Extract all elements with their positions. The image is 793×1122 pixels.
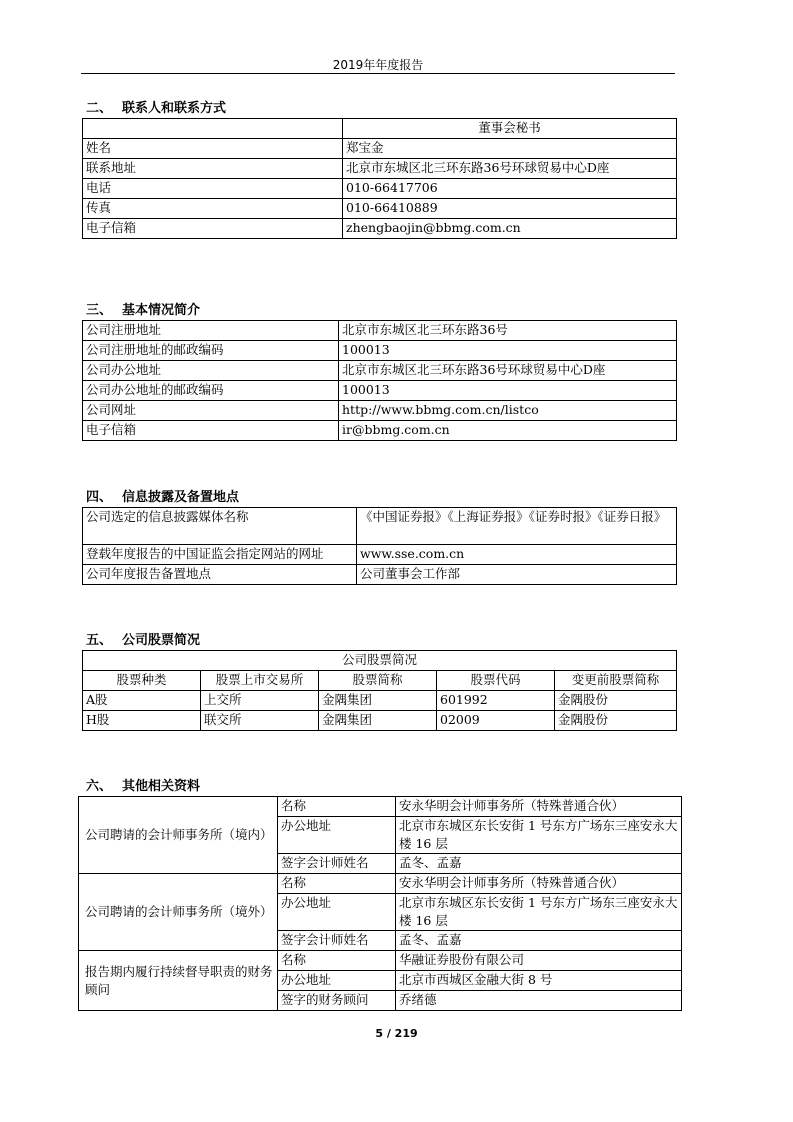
item-key: 办公地址 (278, 971, 396, 991)
table-row (83, 321, 677, 341)
table-row (83, 401, 677, 421)
table-row (83, 508, 677, 545)
section-number: 二、 (86, 101, 113, 116)
table-row (83, 159, 677, 179)
table-row (79, 951, 682, 971)
item-key: 名称 (278, 951, 396, 971)
stock-table (82, 650, 677, 731)
item-value: 北京市西城区金融大街 8 号 (396, 971, 682, 991)
table-cell (83, 119, 343, 139)
row-value: 北京市东城区北三环东路36号 (339, 321, 677, 341)
row-value: http://www.bbmg.com.cn/listco (339, 401, 677, 421)
row-value: 北京市东城区北三环东路36号环球贸易中心D座 (339, 361, 677, 381)
column-header: 股票简称 (319, 671, 437, 691)
item-key: 办公地址 (278, 817, 396, 854)
section-title: 联系人和联系方式 (122, 101, 227, 116)
item-key: 办公地址 (278, 894, 396, 931)
row-value: www.sse.com.cn (357, 545, 677, 565)
row-value: 100013 (339, 381, 677, 401)
table-row (83, 219, 677, 239)
page-number: 5 / 219 (375, 1027, 418, 1040)
table-row (83, 711, 677, 731)
table-row (79, 797, 682, 817)
table-row (83, 361, 677, 381)
table-cell: 金隅股份 (555, 711, 677, 731)
page-header: 2019年年度报告 (332, 58, 424, 72)
row-value: ir@bbmg.com.cn (339, 421, 677, 441)
table-row (83, 565, 677, 585)
group-label: 公司聘请的会计师事务所（境外） (79, 874, 278, 951)
item-value: 北京市东城区东长安街 1 号东方广场东三座安永大楼 16 层 (396, 894, 682, 931)
table-cell: 金隅集团 (319, 691, 437, 711)
section-heading-contacts (86, 97, 226, 116)
disclosure-table (82, 507, 677, 585)
column-header: 变更前股票简称 (555, 671, 677, 691)
contacts-table (82, 118, 677, 239)
row-label: 公司选定的信息披露媒体名称 (83, 508, 357, 545)
table-row (83, 545, 677, 565)
other-info-table (78, 796, 682, 1011)
item-value: 乔绪德 (396, 991, 682, 1011)
group-label: 报告期内履行持续督导职责的财务顾问 (79, 951, 278, 1011)
table-row (83, 691, 677, 711)
section-title: 公司股票简况 (122, 633, 201, 648)
section-heading-stock (86, 629, 200, 648)
table-cell: 上交所 (201, 691, 319, 711)
table-row (83, 179, 677, 199)
row-label: 电子信箱 (83, 421, 339, 441)
row-label: 公司年度报告备置地点 (83, 565, 357, 585)
table-row (83, 421, 677, 441)
table-cell: 金隅股份 (555, 691, 677, 711)
table-row (83, 341, 677, 361)
stock-table-title: 公司股票简况 (83, 651, 677, 671)
section-number: 三、 (86, 303, 113, 318)
table-row (79, 874, 682, 894)
table-row (83, 139, 677, 159)
row-label: 传真 (83, 199, 343, 219)
table-row (83, 381, 677, 401)
item-value: 安永华明会计师事务所（特殊普通合伙） (396, 874, 682, 894)
item-value: 北京市东城区东长安街 1 号东方广场东三座安永大楼 16 层 (396, 817, 682, 854)
table-row (83, 651, 677, 671)
section-title: 信息披露及备置地点 (122, 490, 240, 505)
section-title: 其他相关资料 (122, 779, 201, 794)
table-cell: H股 (83, 711, 201, 731)
table-row (83, 119, 677, 139)
item-key: 签字会计师姓名 (278, 931, 396, 951)
row-label: 电话 (83, 179, 343, 199)
header-divider (81, 73, 675, 74)
item-value: 安永华明会计师事务所（特殊普通合伙） (396, 797, 682, 817)
row-label: 公司注册地址 (83, 321, 339, 341)
table-cell: A股 (83, 691, 201, 711)
section-heading-disclosure (86, 486, 239, 505)
row-label: 公司注册地址的邮政编码 (83, 341, 339, 361)
item-value: 孟冬、孟嘉 (396, 854, 682, 874)
row-value: 北京市东城区北三环东路36号环球贸易中心D座 (343, 159, 677, 179)
item-value: 孟冬、孟嘉 (396, 931, 682, 951)
row-value: 郑宝金 (343, 139, 677, 159)
row-label: 公司办公地址的邮政编码 (83, 381, 339, 401)
table-row (83, 199, 677, 219)
row-value: 010-66417706 (343, 179, 677, 199)
table-cell: 联交所 (201, 711, 319, 731)
section-number: 四、 (86, 490, 113, 505)
row-value: 公司董事会工作部 (357, 565, 677, 585)
table-header-cell: 董事会秘书 (343, 119, 677, 139)
table-cell: 601992 (437, 691, 555, 711)
item-value: 华融证券股份有限公司 (396, 951, 682, 971)
row-label: 登载年度报告的中国证监会指定网站的网址 (83, 545, 357, 565)
item-key: 签字会计师姓名 (278, 854, 396, 874)
group-label: 公司聘请的会计师事务所（境内） (79, 797, 278, 874)
table-cell: 02009 (437, 711, 555, 731)
section-title: 基本情况简介 (122, 303, 201, 318)
item-key: 名称 (278, 874, 396, 894)
item-key: 名称 (278, 797, 396, 817)
table-header-row (83, 671, 677, 691)
row-label: 联系地址 (83, 159, 343, 179)
section-heading-other-info (86, 775, 200, 794)
item-key: 签字的财务顾问 (278, 991, 396, 1011)
section-number: 五、 (86, 633, 113, 648)
section-number: 六、 (86, 779, 113, 794)
row-label: 姓名 (83, 139, 343, 159)
row-value: zhengbaojin@bbmg.com.cn (343, 219, 677, 239)
row-label: 公司办公地址 (83, 361, 339, 381)
basic-info-table (82, 320, 677, 441)
row-value: 100013 (339, 341, 677, 361)
section-heading-basic-info (86, 299, 200, 318)
row-value: 010-66410889 (343, 199, 677, 219)
column-header: 股票上市交易所 (201, 671, 319, 691)
row-label: 电子信箱 (83, 219, 343, 239)
row-value: 《中国证券报》《上海证券报》《证券时报》《证券日报》 (357, 508, 677, 545)
column-header: 股票代码 (437, 671, 555, 691)
row-label: 公司网址 (83, 401, 339, 421)
column-header: 股票种类 (83, 671, 201, 691)
table-cell: 金隅集团 (319, 711, 437, 731)
